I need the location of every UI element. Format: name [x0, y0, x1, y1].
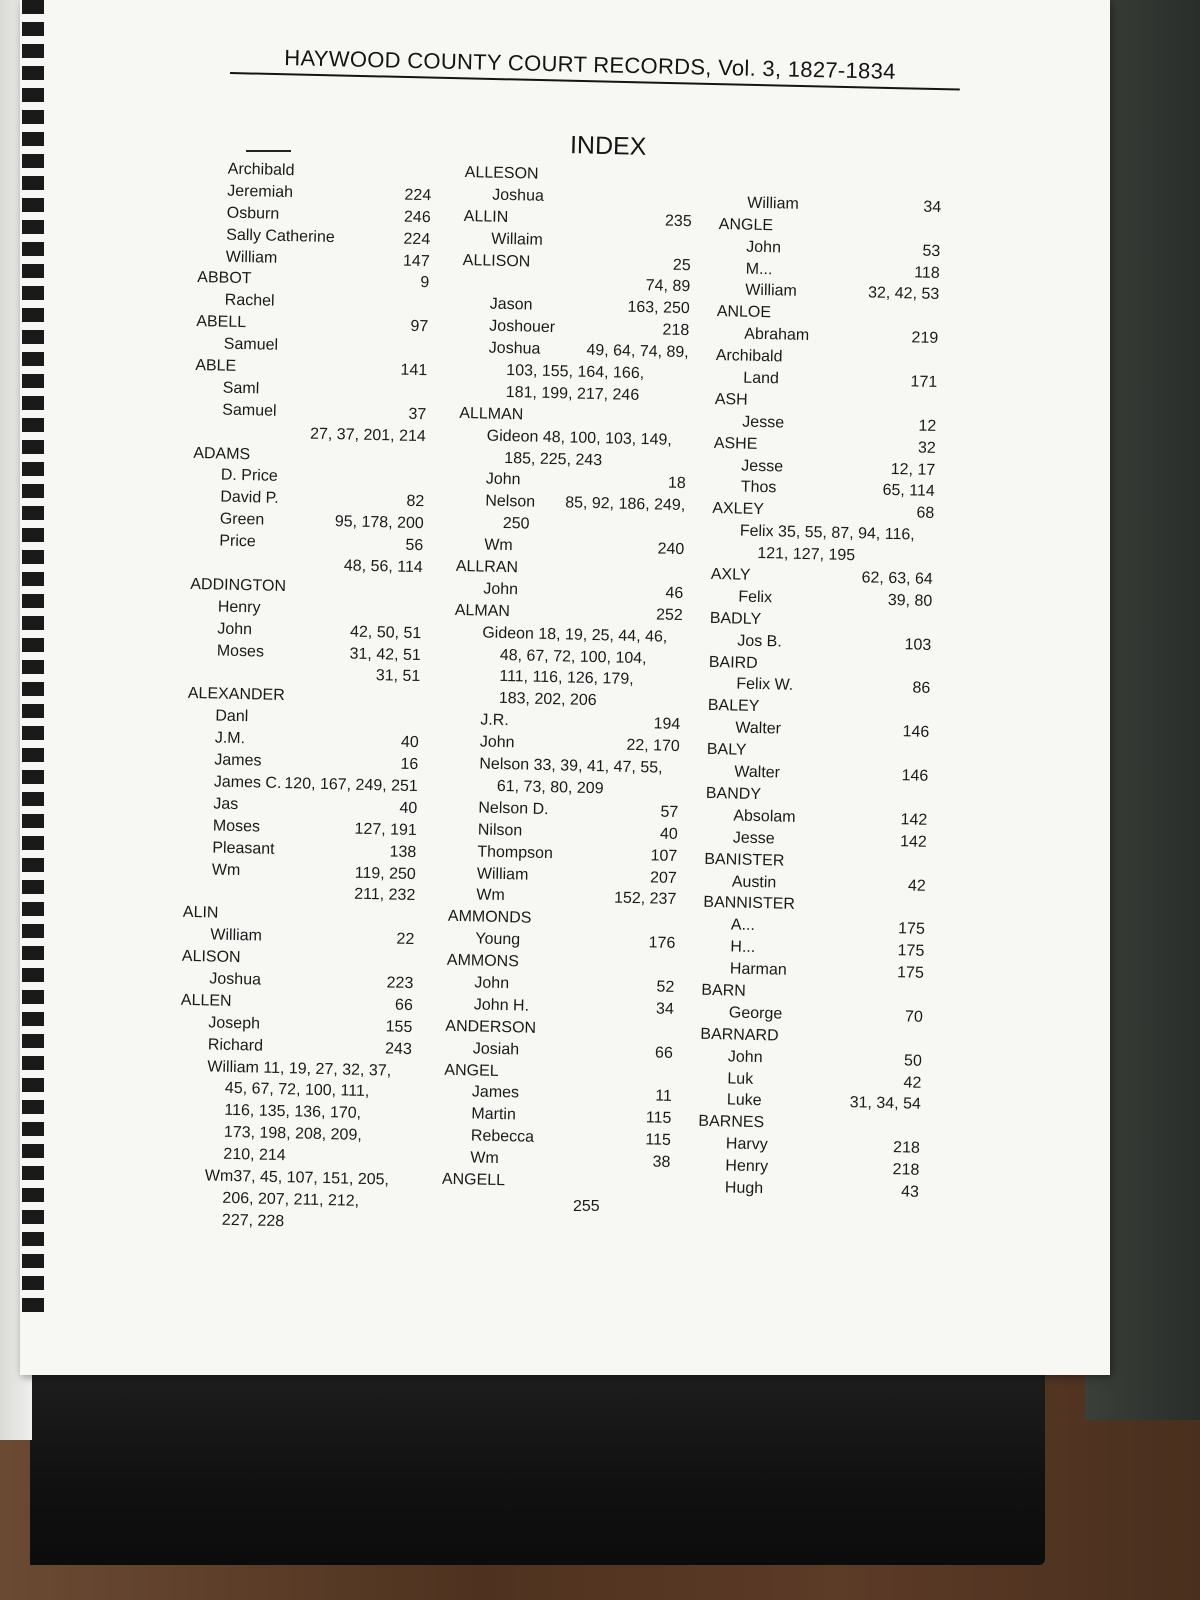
surname: BANNISTER	[703, 894, 796, 914]
given-name: Moses	[212, 817, 261, 836]
given-name: Thompson	[477, 843, 554, 862]
surname: ADDINGTON	[190, 575, 287, 595]
given-name: Danl	[215, 707, 249, 726]
surname: BAIRD	[708, 653, 758, 672]
given-name: Wm	[211, 860, 241, 879]
page-refs: 40	[399, 799, 418, 817]
given-name: Jos B.	[737, 632, 782, 651]
page-refs: 56	[405, 536, 424, 555]
index-column-2	[442, 162, 693, 1196]
page-refs: 141	[400, 361, 428, 380]
page-refs: 86	[912, 679, 931, 698]
page-refs: 211, 232	[354, 886, 416, 905]
page-refs: 25	[672, 256, 691, 274]
page-refs: 103	[904, 636, 932, 654]
given-name: Nelson	[485, 492, 536, 512]
page-number: 255	[573, 1198, 600, 1215]
page-refs: 50	[903, 1052, 923, 1070]
blank-surname-rule	[246, 150, 291, 152]
page-refs: 9	[420, 274, 430, 292]
page-refs: 31, 51	[375, 667, 421, 686]
surname: BANDY	[705, 784, 762, 804]
given-name: James	[471, 1083, 520, 1102]
given-name: Osburn	[226, 204, 280, 223]
page-refs: 12	[918, 417, 937, 435]
page-refs: 252	[655, 606, 683, 624]
page-refs: 218	[892, 1139, 921, 1157]
given-name: Willaim	[491, 230, 543, 249]
document-page	[20, 0, 1110, 1375]
page-refs: 11	[655, 1087, 673, 1106]
given-name: Green	[219, 510, 265, 529]
page-refs: 48, 56, 114	[343, 557, 423, 577]
page-refs: 107	[650, 847, 678, 865]
given-name: Hugh	[724, 1179, 764, 1198]
page-refs: 147	[402, 252, 430, 270]
given-name: Jesse	[741, 457, 784, 476]
given-name: Walter	[734, 763, 781, 782]
surname: ASHE	[713, 434, 758, 453]
given-name: Nelson D.	[478, 799, 549, 818]
given-name: Joseph	[208, 1014, 261, 1033]
given-name: John	[727, 1048, 763, 1066]
given-name: John	[483, 580, 519, 599]
given-name: 210, 214	[223, 1145, 286, 1165]
page-refs: 175	[896, 964, 925, 982]
page-refs: 115	[645, 1131, 672, 1150]
given-name: Felix	[738, 588, 773, 607]
page-refs: 142	[899, 832, 927, 851]
given-name: Absolam	[733, 807, 796, 826]
given-name: Thos	[740, 479, 777, 497]
page-refs: 43	[900, 1183, 920, 1201]
given-name: Land	[743, 369, 780, 388]
page-header: HAYWOOD COUNTY COURT RECORDS, Vol. 3, 1827-1834	[284, 45, 896, 84]
page-refs: 34	[655, 1000, 675, 1018]
given-name: Henry	[217, 598, 261, 617]
index-column-3	[697, 170, 942, 1204]
surname: ABLE	[195, 356, 237, 375]
page-refs: 31, 42, 51	[349, 645, 421, 664]
surname: ALISON	[181, 947, 241, 967]
given-name: Wm	[470, 1149, 500, 1168]
given-name: 116, 135, 136, 170,	[224, 1102, 362, 1123]
surname: AMMONS	[446, 951, 520, 971]
surname: ALLISON	[462, 251, 531, 271]
page-refs: 16	[400, 755, 419, 774]
page-refs: 32	[917, 439, 936, 457]
given-name: Wm	[484, 536, 513, 555]
given-name: M...	[745, 260, 773, 278]
page-refs: 155	[385, 1018, 413, 1036]
page-refs: 12, 17	[890, 460, 936, 479]
given-name: Walter	[735, 719, 782, 738]
page-refs: 120, 167, 249, 251	[284, 775, 418, 796]
page-refs: 85, 92, 186, 249,	[564, 494, 686, 515]
given-name: 181, 199, 217, 246	[505, 383, 640, 404]
given-name: 111, 116, 126, 179,	[499, 668, 634, 689]
surname: ANGELL	[441, 1170, 506, 1190]
page-refs: 115	[645, 1109, 672, 1128]
binder-base	[30, 1355, 1045, 1565]
given-name: H...	[730, 938, 756, 957]
given-name: Rachel	[224, 291, 275, 311]
index-entry	[697, 1177, 919, 1204]
page-refs: 142	[900, 811, 928, 829]
given-name: David P.	[220, 488, 279, 508]
page-refs: 235	[664, 212, 692, 230]
page-refs: 22, 170	[626, 736, 680, 756]
page-refs: 118	[914, 263, 940, 282]
surname: ALIN	[182, 904, 219, 922]
given-name: 103, 155, 164, 166,	[506, 362, 645, 383]
surname: BALY	[706, 741, 747, 759]
given-name: James C.	[213, 773, 282, 792]
page-refs: 32, 42, 53	[867, 284, 940, 304]
page-refs: 218	[892, 1161, 920, 1179]
given-name: Nilson	[477, 821, 523, 840]
given-name: John	[217, 620, 253, 639]
page-refs: 42	[903, 1073, 922, 1092]
given-name: Abraham	[744, 325, 810, 345]
given-name: J.R.	[480, 711, 509, 730]
page-refs: 171	[910, 373, 938, 391]
surname: Archibald	[715, 347, 783, 366]
given-name: D. Price	[220, 467, 278, 486]
page-refs: 219	[911, 329, 939, 348]
page-refs: 175	[897, 920, 926, 939]
page-refs: 146	[901, 767, 929, 785]
given-name: John	[485, 471, 521, 489]
given-name: Luke	[726, 1091, 762, 1110]
given-name: Harman	[729, 960, 787, 979]
page-refs: 49, 64, 74, 89,	[586, 341, 689, 362]
page-refs: 194	[653, 715, 681, 734]
page-refs: 127, 191	[354, 820, 417, 839]
given-name: Joshua	[492, 186, 545, 205]
surname: AXLEY	[712, 500, 765, 519]
given-name: Jesse	[732, 829, 775, 848]
page-refs: 37	[408, 405, 427, 423]
page-refs: 31, 34, 54	[849, 1094, 922, 1114]
given-name: Gideon 48, 100, 103, 149,	[486, 427, 672, 449]
page-refs: 57	[660, 803, 679, 821]
given-name: Jeremiah	[227, 182, 294, 202]
given-name: 185, 225, 243	[504, 449, 603, 469]
page-refs: 27, 37, 201, 214	[309, 425, 426, 445]
given-name: Pleasant	[212, 839, 275, 858]
given-name: Austin	[731, 872, 777, 891]
index-column-1	[176, 158, 432, 1236]
page-refs: 95, 178, 200	[334, 513, 424, 533]
given-name: 121, 127, 195	[757, 545, 856, 565]
page-refs: 40	[400, 733, 419, 752]
page-refs: 152, 237	[613, 889, 677, 909]
given-name: 173, 198, 208, 209,	[223, 1123, 362, 1145]
given-name: Joshua	[488, 339, 541, 358]
given-name: Jas	[213, 795, 239, 813]
page-refs: 163, 250	[627, 299, 690, 318]
surname: ANGLE	[718, 215, 774, 234]
given-name: 206, 207, 211, 212,	[222, 1189, 360, 1210]
surname: ALLRAN	[455, 557, 519, 577]
given-name: 250	[502, 515, 530, 533]
page-refs: 34	[923, 198, 942, 216]
given-name: 45, 67, 72, 100, 111,	[224, 1080, 370, 1101]
spiral-binding	[22, 0, 44, 1320]
surname: ALLEN	[180, 991, 232, 1010]
given-name: Saml	[222, 379, 260, 398]
page-refs: 175	[897, 942, 925, 961]
page-refs: 68	[916, 504, 935, 523]
page-refs: 82	[406, 493, 425, 511]
given-name: William	[210, 926, 263, 945]
given-name: William	[225, 248, 278, 267]
given-name: Luk	[727, 1069, 754, 1088]
given-name: John	[474, 974, 510, 993]
surname: ALMAN	[454, 601, 511, 620]
given-name: Nelson 33, 39, 41, 47, 55,	[479, 755, 663, 777]
page-refs: 224	[403, 230, 431, 248]
page-refs: 243	[384, 1040, 413, 1058]
index-entry	[442, 1169, 670, 1196]
surname: ABELL	[196, 313, 247, 332]
page-refs: 66	[654, 1044, 674, 1062]
given-name: John H.	[473, 996, 530, 1015]
page-refs: 40	[659, 825, 678, 843]
surname: ALLESON	[464, 163, 539, 183]
surname: ANGEL	[444, 1061, 499, 1080]
page-refs: 42	[907, 876, 927, 895]
page-refs: 207	[649, 868, 678, 887]
given-name: Felix 35, 55, 87, 94, 116,	[739, 522, 915, 544]
given-name: 183, 202, 206	[498, 690, 597, 710]
given-name: Jesse	[742, 413, 785, 432]
page-refs: 65, 114	[882, 482, 935, 501]
surname: BARN	[701, 981, 747, 1000]
page-refs: 138	[389, 843, 417, 861]
surname: BARNARD	[700, 1025, 779, 1045]
given-name: Samuel	[222, 401, 277, 420]
given-name: Moses	[216, 642, 265, 661]
given-name: Richard	[207, 1036, 264, 1055]
surname: ALEXANDER	[187, 685, 285, 705]
index-title: INDEX	[569, 131, 647, 161]
surname: ANLOE	[716, 303, 772, 322]
given-name: William	[747, 194, 799, 213]
page-refs: 223	[386, 974, 414, 993]
surname: AMMONDS	[447, 908, 532, 927]
surname: ALLIN	[463, 207, 509, 226]
surname: ADAMS	[193, 444, 251, 463]
page-refs: 62, 63, 64	[861, 569, 933, 588]
page-refs: 74, 89	[645, 277, 691, 296]
page-refs: 39, 80	[887, 591, 933, 610]
page-refs: 66	[394, 996, 414, 1014]
page-refs: 97	[410, 318, 429, 336]
page-refs: 38	[652, 1153, 671, 1171]
given-name: Young	[475, 930, 521, 949]
surname: BANISTER	[704, 850, 785, 870]
page-refs: 53	[922, 242, 941, 260]
given-name: Jason	[489, 295, 533, 314]
page-refs: 240	[657, 540, 685, 559]
given-name: Wm37, 45, 107, 151, 205,	[204, 1167, 390, 1189]
given-name: Price	[219, 532, 256, 551]
page-refs: 42, 50, 51	[349, 623, 422, 642]
surname: ABBOT	[197, 269, 252, 288]
given-name: Rebecca	[470, 1127, 535, 1147]
given-name: Josiah	[472, 1040, 520, 1059]
given-name: Archibald	[227, 160, 295, 180]
page-refs: 22	[396, 930, 415, 949]
given-name: Wm	[476, 886, 505, 905]
given-name: William	[476, 864, 529, 884]
given-name: William 11, 19, 27, 32, 37,	[207, 1057, 392, 1080]
surname: ALLMAN	[459, 404, 524, 424]
given-name: Joshua	[209, 970, 262, 989]
given-name: Martin	[471, 1105, 517, 1124]
page-refs: 218	[662, 321, 690, 340]
given-name: J.M.	[214, 729, 246, 748]
surname: BADLY	[709, 609, 762, 628]
given-name: Sally Catherine	[226, 226, 335, 246]
given-name: John	[746, 238, 782, 257]
page-refs: 146	[902, 723, 930, 742]
given-name: Henry	[725, 1157, 769, 1176]
page-refs: 119, 250	[354, 864, 417, 883]
surname: AXLY	[710, 565, 751, 584]
given-name: Gideon 18, 19, 25, 44, 46,	[482, 624, 668, 646]
given-name: William	[745, 282, 797, 301]
given-name: George	[728, 1004, 783, 1023]
page-refs: 52	[656, 978, 675, 996]
surname: ASH	[714, 390, 748, 409]
given-name: A...	[730, 916, 756, 935]
given-name: Harvy	[725, 1135, 768, 1154]
page-refs: 46	[665, 584, 684, 602]
index-entry	[176, 1208, 408, 1235]
given-name: 227, 228	[221, 1211, 285, 1230]
given-name: 48, 67, 72, 100, 104,	[499, 646, 647, 667]
surname: ANDERSON	[445, 1017, 537, 1037]
given-name: Joshouer	[489, 317, 556, 337]
surname: BARNES	[698, 1113, 765, 1132]
page-refs: 176	[648, 934, 676, 953]
page-refs: 224	[404, 186, 432, 205]
surname: BALEY	[707, 697, 760, 716]
given-name: John	[479, 733, 515, 752]
page-refs: 18	[667, 475, 686, 493]
given-name: Felix W.	[736, 675, 794, 695]
given-name: Samuel	[223, 335, 279, 354]
given-name: James	[214, 751, 262, 770]
page-refs: 70	[904, 1008, 924, 1026]
given-name: 61, 73, 80, 209	[496, 777, 604, 798]
page-refs: 246	[403, 208, 431, 227]
